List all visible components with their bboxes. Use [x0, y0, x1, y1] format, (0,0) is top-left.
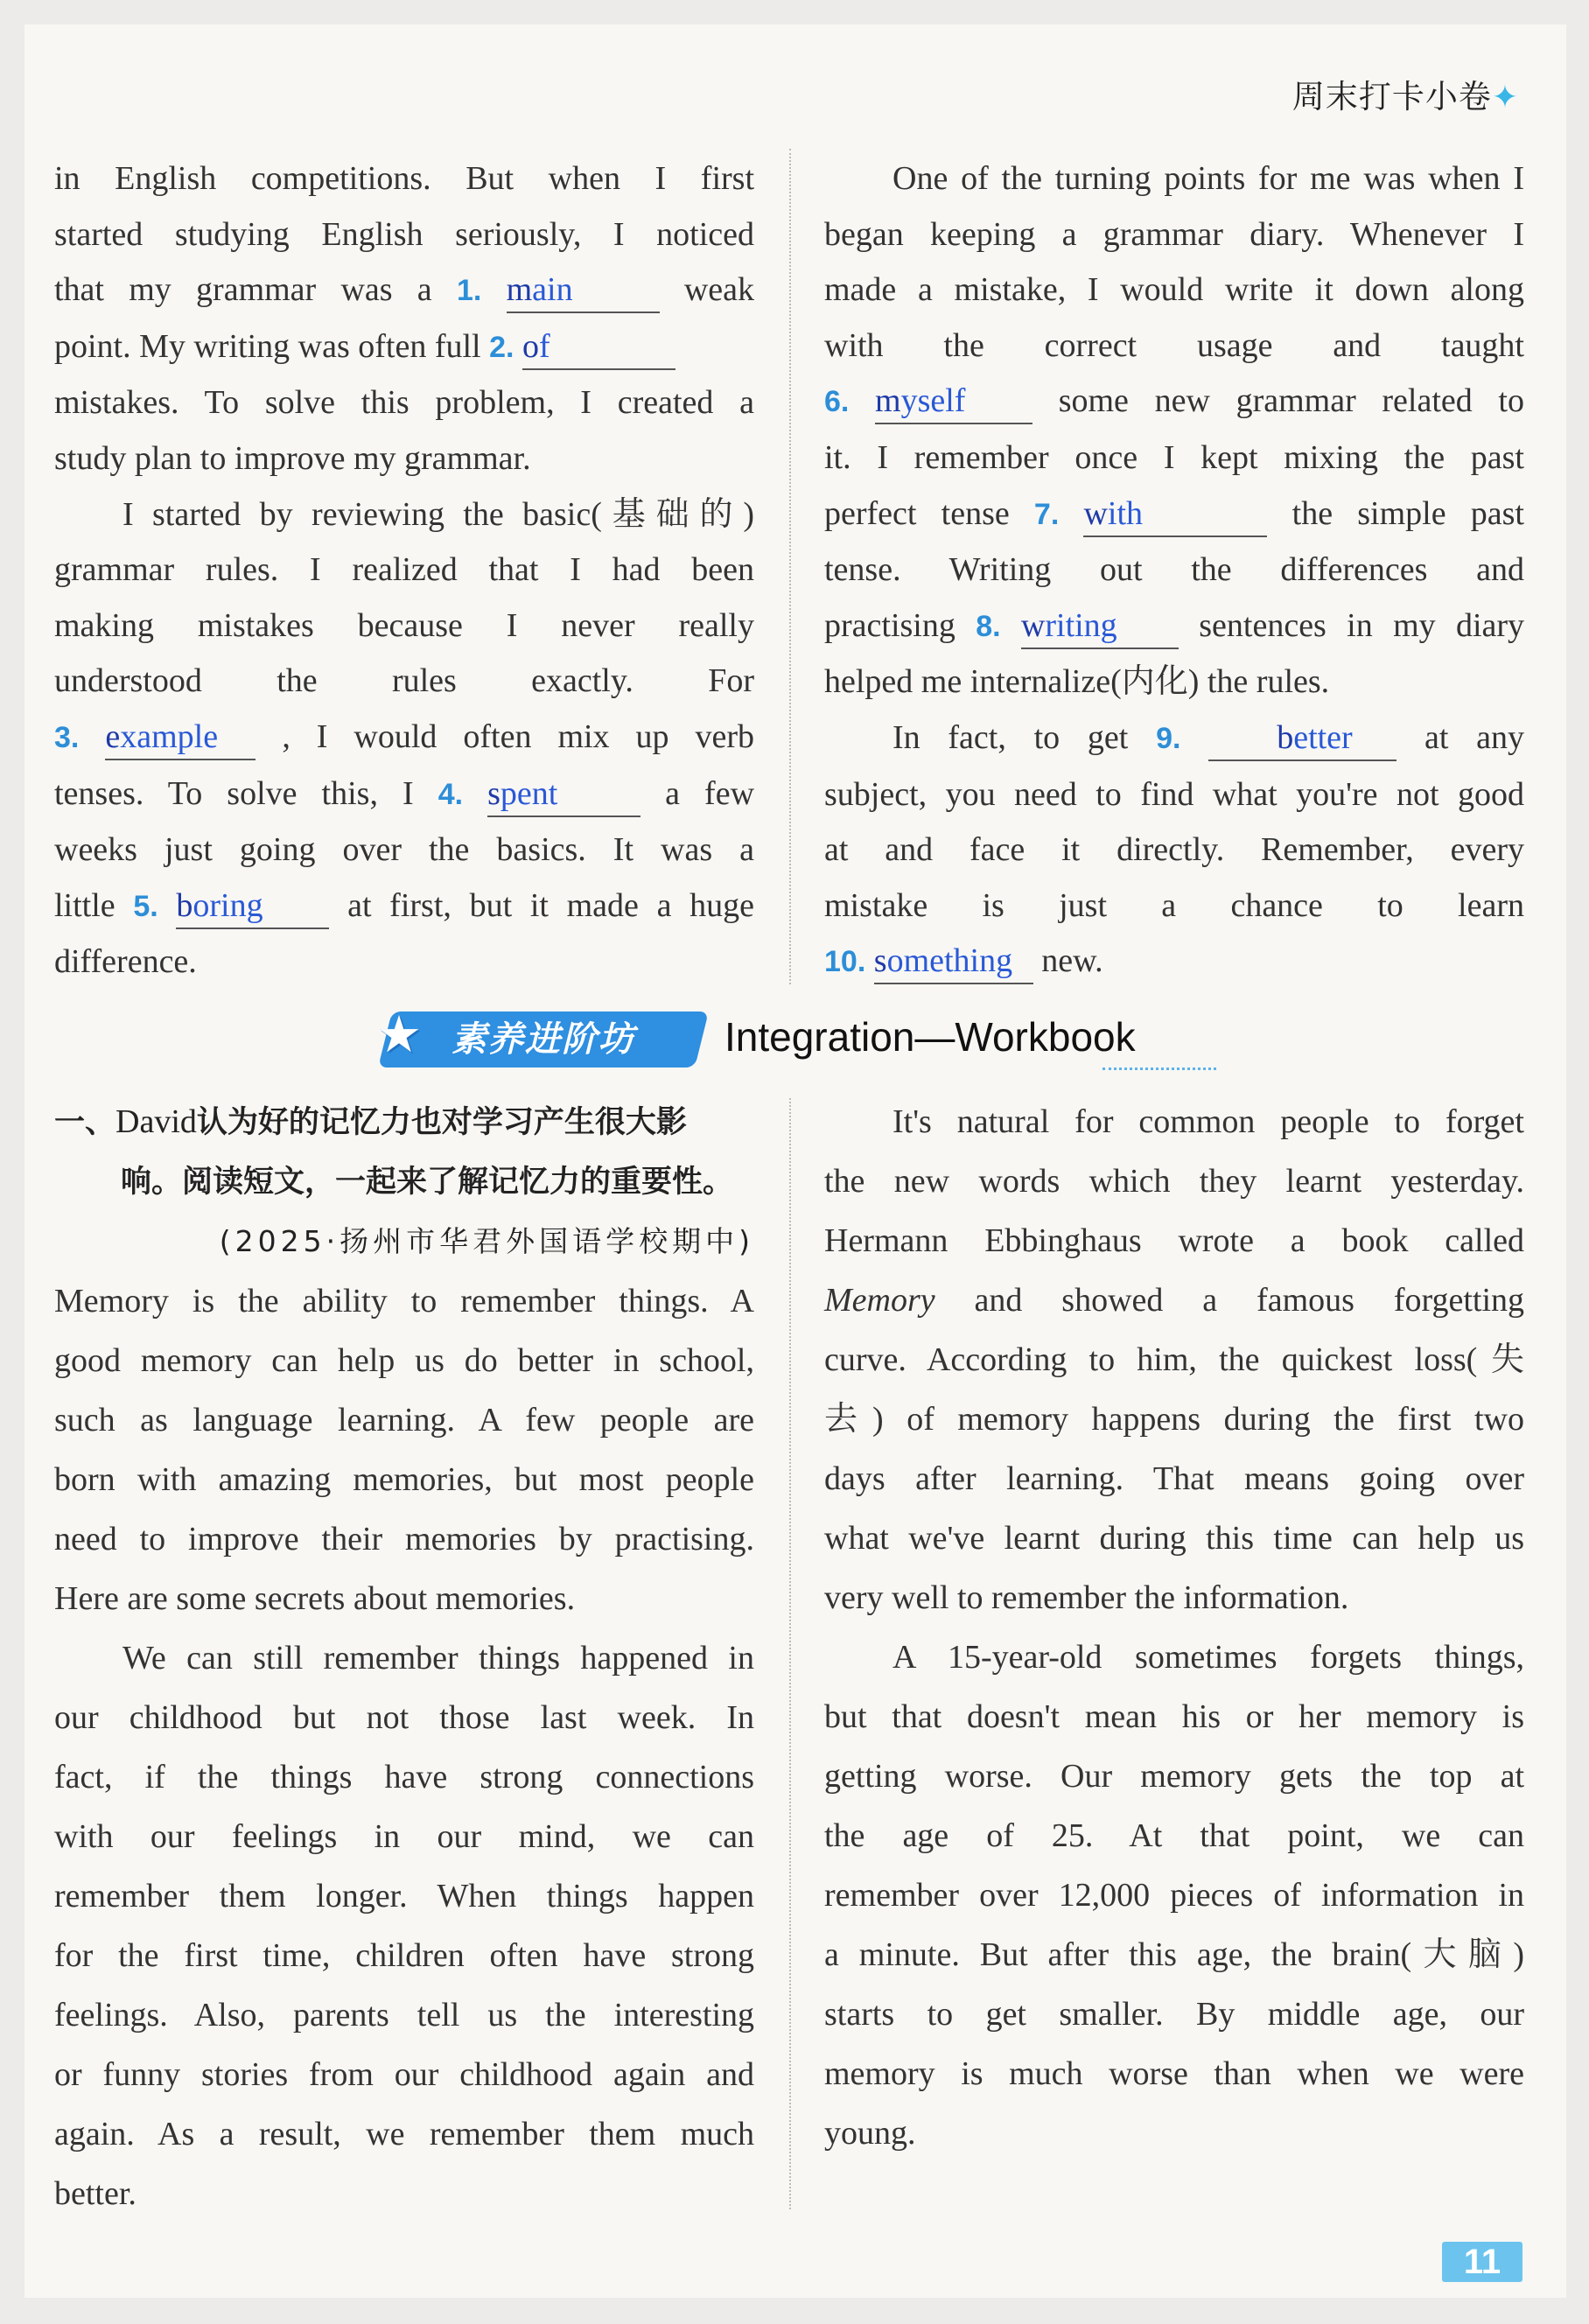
text-line: 去) of memory happens during the first two — [824, 1401, 1524, 1438]
book-title: Memory — [824, 1282, 935, 1319]
answer-blank-3[interactable]: example — [105, 715, 256, 760]
text-line: born with amazing memories, but most people — [54, 1461, 754, 1498]
section-banner — [376, 1006, 1172, 1076]
text-line: point. My writing was often full 2. of — [54, 319, 754, 376]
text-line: little 5. boring at first, but it made a huge — [54, 878, 754, 935]
text-line: A 15-year-old sometimes forgets things, — [892, 1639, 1524, 1676]
answer-blank-2[interactable]: of — [522, 325, 676, 370]
answer-blank-8[interactable]: writing — [1021, 604, 1179, 649]
text-line: One of the turning points for me was when I — [892, 160, 1524, 197]
text-line: or funny stories from our childhood again and — [54, 2056, 754, 2093]
text-line: Hermann Ebbinghaus wrote a book called — [824, 1222, 1524, 1259]
text-line: mistakes. To solve this problem, I created a — [54, 384, 754, 422]
text-line: In fact, to get 9. better at any — [824, 710, 1524, 767]
text-line: tense. Writing out the differences and — [824, 551, 1524, 589]
text-line: practising 8. writing sentences in my diary — [824, 598, 1524, 655]
text-line: study plan to improve my grammar. — [54, 439, 531, 477]
text-line: the new words which they learnt yesterday. — [824, 1163, 1524, 1200]
text-line: the age of 25. At that point, we can — [824, 1817, 1524, 1854]
question-number: 5. — [133, 889, 158, 923]
answer-blank-9[interactable]: better — [1208, 716, 1396, 761]
task-instruction: 一、David认为好的记忆力也对学习产生很大影 — [54, 1103, 687, 1140]
text-line: what we've learnt during this time can help us — [824, 1520, 1524, 1557]
star-icon: ★ — [376, 1006, 422, 1063]
decorative-dots — [1102, 1068, 1216, 1070]
answer-blank-5[interactable]: boring — [176, 884, 329, 929]
text-line: feelings. Also, parents tell us the interesting — [54, 1997, 754, 2034]
text-line: perfect tense 7. with the simple past — [824, 486, 1524, 543]
text-line: grammar rules. I realized that I had been — [54, 551, 754, 589]
text-line: 6. myself some new grammar related to — [824, 374, 1524, 430]
text-line: but that doesn't mean his or her memory is — [824, 1698, 1524, 1735]
text-line: began keeping a grammar diary. Whenever I — [824, 215, 1524, 253]
question-number: 3. — [54, 720, 80, 754]
text-line: with the correct usage and taught — [824, 326, 1524, 364]
text-line: tenses. To solve this, I 4. spent a few — [54, 766, 754, 823]
page-number: 11 — [1442, 2242, 1522, 2282]
text-line: mistake is just a chance to learn — [824, 886, 1524, 924]
text-line: started studying English seriously, I noticed — [54, 215, 754, 253]
answer-blank-6[interactable]: myself — [875, 379, 1032, 424]
text-line: I started by reviewing the basic(基础的) — [122, 495, 754, 533]
text-line: such as language learning. A few people are — [54, 1402, 754, 1438]
text-line: it. I remember once I kept mixing the past — [824, 438, 1524, 476]
sparkle-icon: ✦ — [1491, 80, 1519, 116]
text-line: our childhood but not those last week. In — [54, 1699, 754, 1736]
question-number: 10. — [824, 945, 866, 979]
text-line: helped me internalize(内化) the rules. — [824, 663, 1330, 701]
text-line: Memory is the ability to remember things. A — [54, 1283, 754, 1320]
text-line: memory is much worse than when we were — [824, 2055, 1524, 2092]
text-line: curve. According to him, the quickest loss(失 — [824, 1341, 1524, 1378]
question-number: 4. — [438, 777, 464, 811]
text-line: understood the rules exactly. For — [54, 662, 754, 700]
source-note: (2025·扬州市华君外国语学校期中) — [219, 1224, 754, 1258]
text-line: for the first time, children often have strong — [54, 1937, 754, 1974]
text-line: 3. example , I would often mix up verb — [54, 710, 754, 766]
column-divider — [789, 149, 791, 984]
text-line: good memory can help us do better in school, — [54, 1342, 754, 1379]
text-line: Memory and showed a famous forgetting — [824, 1282, 1525, 1319]
text-line: made a mistake, I would write it down along — [824, 271, 1524, 309]
text-line: remember them longer. When things happen — [54, 1878, 754, 1914]
question-number: 1. — [456, 274, 482, 308]
text-line: very well to remember the information. — [824, 1579, 1349, 1616]
text-line: getting worse. Our memory gets the top at — [824, 1758, 1524, 1795]
text-line: 10. something new. — [824, 934, 1524, 990]
column-divider — [789, 1098, 791, 2209]
text-line: better. — [54, 2175, 136, 2212]
text-line: at and face it directly. Remember, every — [824, 831, 1524, 869]
text-line: We can still remember things happened in — [122, 1640, 754, 1676]
text-line: that my grammar was a 1. main weak — [54, 262, 754, 319]
text-line: days after learning. That means going over — [824, 1460, 1524, 1497]
text-line: a minute. But after this age, the brain(大脑) — [824, 1936, 1524, 1973]
page-header — [1292, 70, 1519, 117]
text-line: difference. — [54, 943, 197, 981]
answer-blank-10[interactable]: something — [874, 939, 1033, 984]
header-title: 周末打卡小卷 — [1292, 78, 1492, 116]
answer-blank-1[interactable]: main — [507, 268, 660, 313]
task1-left-column — [54, 1092, 754, 2223]
task-instruction: 响。阅读短文，一起来了解记忆力的重要性。 — [121, 1165, 734, 1200]
text-line: fact, if the things have strong connections — [54, 1759, 754, 1796]
question-number: 7. — [1033, 497, 1060, 531]
text-line: It's natural for common people to forget — [892, 1103, 1524, 1140]
text-line: remember over 12,000 pieces of information in — [824, 1877, 1524, 1914]
answer-blank-4[interactable]: spent — [487, 772, 640, 817]
text-line: in English competitions. But when I first — [54, 160, 754, 197]
passage1-right-column — [824, 151, 1524, 990]
question-number: 2. — [489, 330, 514, 364]
section-title: Integration—Workbook — [724, 1014, 1136, 1060]
text-line: Here are some secrets about memories. — [54, 1580, 576, 1617]
question-number: 6. — [824, 385, 850, 419]
text-line: starts to get smaller. By middle age, our — [824, 1996, 1524, 2033]
text-line: weeks just going over the basics. It was a — [54, 831, 754, 869]
question-number: 9. — [1156, 721, 1181, 755]
text-line: again. As a result, we remember them much — [54, 2116, 754, 2152]
task1-right-column — [824, 1092, 1524, 2163]
text-line: young. — [824, 2115, 916, 2152]
text-line: with our feelings in our mind, we can — [54, 1818, 754, 1855]
section-badge: 素养进阶坊 — [378, 1012, 709, 1068]
text-line: need to improve their memories by practising. — [54, 1521, 754, 1558]
question-number: 8. — [976, 609, 1001, 643]
answer-blank-7[interactable]: with — [1083, 492, 1267, 537]
text-line: making mistakes because I never really — [54, 606, 754, 644]
text-line: subject, you need to find what you're not good — [824, 775, 1524, 813]
passage1-left-column — [54, 151, 754, 990]
